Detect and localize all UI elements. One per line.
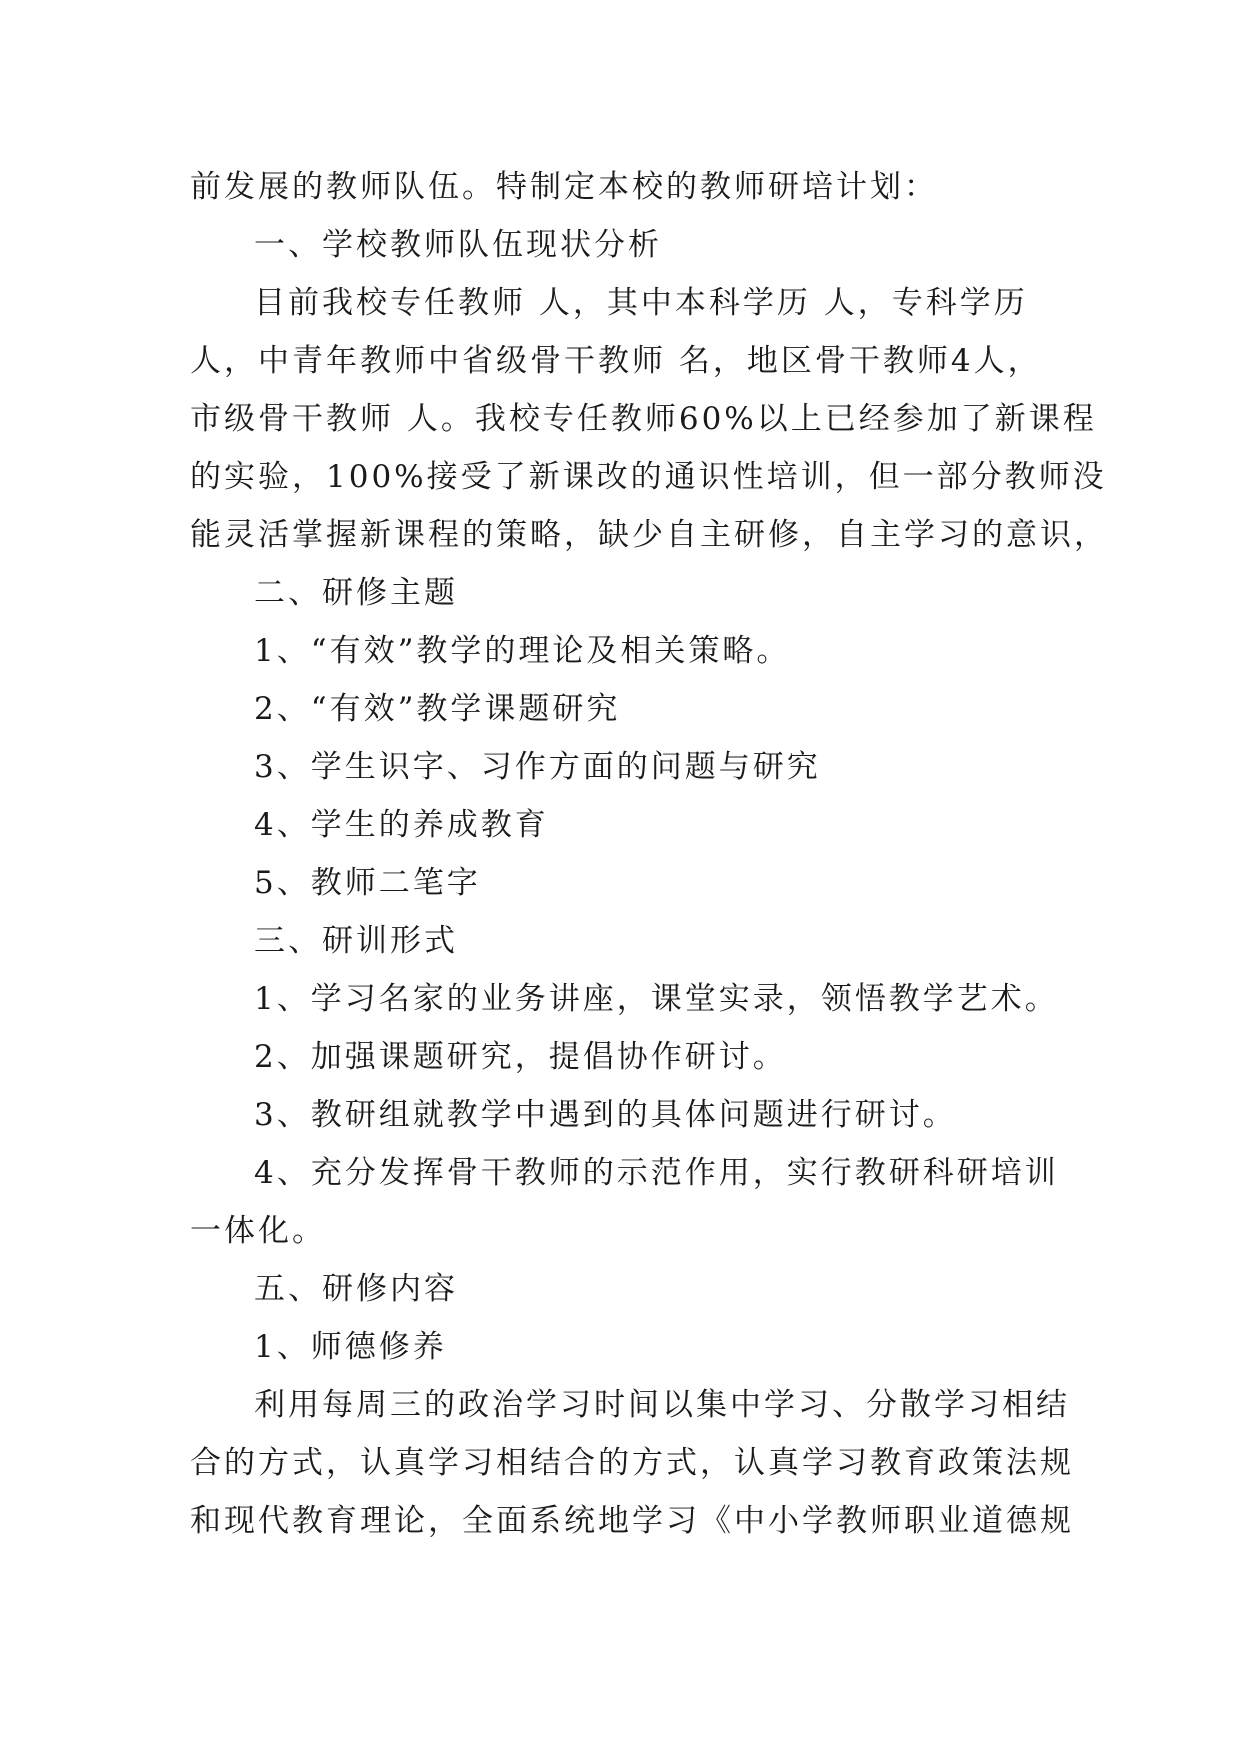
section-heading: 三、研训形式 bbox=[254, 923, 458, 959]
subsection-heading: 1、师德修养 bbox=[254, 1329, 447, 1365]
section-heading: 二、研修主题 bbox=[254, 575, 458, 611]
list-item: 4、充分发挥骨干教师的示范作用，实行教研科研培训 bbox=[254, 1155, 1059, 1191]
list-item: 5、教师二笔字 bbox=[254, 865, 481, 901]
paragraph-line: 市级骨干教师 人。我校专任教师60%以上已经参加了新课程 bbox=[190, 401, 1097, 437]
list-item: 3、教研组就教学中遇到的具体问题进行研讨。 bbox=[254, 1097, 957, 1133]
list-item: 1、学习名家的业务讲座，课堂实录，领悟教学艺术。 bbox=[254, 981, 1059, 1017]
list-item: 4、学生的养成教育 bbox=[254, 807, 549, 843]
section-heading: 一、学校教师队伍现状分析 bbox=[254, 227, 662, 263]
paragraph-line: 目前我校专任教师 人，其中本科学历 人，专科学历 bbox=[254, 285, 1028, 321]
paragraph-line: 利用每周三的政治学习时间以集中学习、分散学习相结 bbox=[254, 1387, 1070, 1423]
paragraph-line: 一体化。 bbox=[190, 1213, 326, 1249]
list-item: 3、学生识字、习作方面的问题与研究 bbox=[254, 749, 821, 785]
document-body bbox=[190, 158, 1108, 1550]
paragraph-line: 和现代教育理论，全面系统地学习《中小学教师职业道德规 bbox=[190, 1503, 1074, 1539]
section-heading: 五、研修内容 bbox=[254, 1271, 458, 1307]
paragraph-line: 人，中青年教师中省级骨干教师 名，地区骨干教师4人， bbox=[190, 343, 1042, 379]
paragraph-line: 的实验，100%接受了新课改的通识性培训，但一部分教师没 bbox=[190, 459, 1107, 495]
paragraph-line: 合的方式，认真学习相结合的方式，认真学习教育政策法规 bbox=[190, 1445, 1074, 1481]
paragraph-line: 能灵活掌握新课程的策略，缺少自主研修，自主学习的意识， bbox=[190, 517, 1108, 553]
list-item: 2、加强课题研究，提倡协作研讨。 bbox=[254, 1039, 787, 1075]
list-item: 1、“有效”教学的理论及相关策略。 bbox=[254, 633, 791, 669]
paragraph-line: 前发展的教师队伍。特制定本校的教师研培计划： bbox=[190, 169, 938, 205]
list-item: 2、“有效”教学课题研究 bbox=[254, 691, 621, 727]
